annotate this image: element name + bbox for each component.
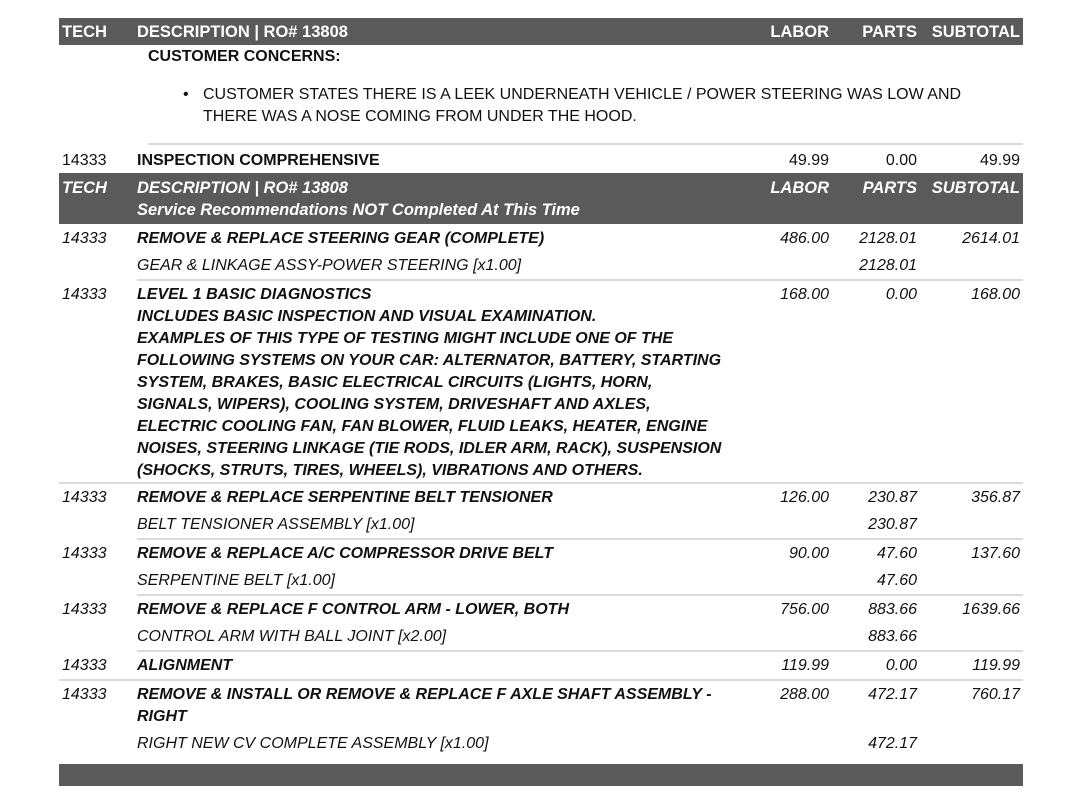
rec-subtotal: 760.17 [971, 686, 1020, 703]
rec-part-name: GEAR & LINKAGE ASSY-POWER STEERING [x1.00] [137, 257, 522, 274]
rec-description: REMOVE & REPLACE STEERING GEAR (COMPLETE) [137, 230, 545, 247]
rec-parts: 230.87 [868, 489, 917, 506]
rec-labor: 486.00 [780, 230, 829, 247]
bullet-icon: • [183, 86, 189, 103]
rec-subtotal: 119.99 [972, 657, 1020, 674]
completed-tech: 14333 [62, 152, 107, 169]
header2-description: DESCRIPTION | RO# 13808 [137, 179, 348, 197]
header2-subtitle: Service Recommendations NOT Completed At This Time [137, 201, 580, 219]
divider [137, 279, 1023, 281]
rec-tech: 14333 [62, 657, 107, 674]
rec-description: REMOVE & REPLACE SERPENTINE BELT TENSIONER [137, 489, 553, 506]
completed-subtotal: 49.99 [979, 152, 1020, 169]
rec-parts: 47.60 [876, 545, 917, 562]
rec-tech: 14333 [62, 601, 107, 618]
rec-parts: 2128.01 [859, 230, 917, 247]
rec-part-name: RIGHT NEW CV COMPLETE ASSEMBLY [x1.00] [137, 735, 489, 752]
rec-parts: 472.17 [868, 686, 917, 703]
customer-concern-text: CUSTOMER STATES THERE IS A LEEK UNDERNEATH VEHICLE / POWER STEERING WAS LOW AND THERE WAS A NOSE COMING FROM UNDER THE HOOD. [203, 86, 962, 125]
rec-subtotal: 1639.66 [962, 601, 1020, 618]
rec-labor: 756.00 [780, 601, 829, 618]
rec-description: REMOVE & INSTALL OR REMOVE & REPLACE F AXLE SHAFT ASSEMBLY - RIGHT [137, 686, 712, 725]
completed-parts: 0.00 [885, 152, 917, 169]
header2-subtotal: SUBTOTAL [931, 179, 1020, 197]
divider [59, 679, 1023, 681]
rec-tech: 14333 [62, 686, 107, 703]
rec-subtotal: 137.60 [971, 545, 1020, 562]
header-tech: TECH [62, 23, 107, 41]
rec-parts: 0.00 [885, 286, 917, 303]
divider [137, 538, 1023, 540]
rec-part-price: 2128.01 [859, 257, 917, 274]
table-footer [59, 764, 1023, 786]
completed-description: INSPECTION COMPREHENSIVE [137, 152, 380, 169]
rec-labor: 90.00 [788, 545, 829, 562]
rec-tech: 14333 [62, 489, 107, 506]
rec-part-name: CONTROL ARM WITH BALL JOINT [x2.00] [137, 628, 447, 645]
rec-description: REMOVE & REPLACE F CONTROL ARM - LOWER, BOTH [137, 601, 569, 618]
divider [148, 143, 1023, 145]
header2-parts: PARTS [862, 179, 917, 197]
divider [137, 594, 1023, 596]
rec-description: LEVEL 1 BASIC DIAGNOSTICS INCLUDES BASIC INSPECTION AND VISUAL EXAMINATION. EXAMPLES OF THIS TYPE OF TESTING MIGHT INCLUDE ONE OF THE FOLLOWING SYSTEMS ON YOUR CAR: ALTERNATOR, BATTERY, STARTING SYSTEM, BRAKES, BASIC ELECTRICAL CIRCUITS (LIGHTS, HORN, SIGNALS, WIPERS), COOLING SYSTEM, DRIVESHAFT AND AXLES, ELECTRIC COOLING FAN, FAN BLOWER, FLUID LEAKS, HEATER, ENGINE NOISES, STEERING LINKAGE (TIE RODS, IDLER ARM, RACK), SUSPENSION (SHOCKS, STRUTS, TIRES, WHEELS), VIBRATIONS AND OTHERS. [137, 286, 722, 479]
divider [137, 650, 1023, 652]
header-labor: LABOR [770, 23, 829, 41]
rec-parts: 883.66 [868, 601, 917, 618]
rec-labor: 119.99 [781, 657, 829, 674]
divider [59, 482, 1023, 484]
rec-labor: 168.00 [780, 286, 829, 303]
rec-tech: 14333 [62, 230, 107, 247]
rec-part-name: BELT TENSIONER ASSEMBLY [x1.00] [137, 516, 415, 533]
header2-labor: LABOR [770, 179, 829, 197]
header-parts: PARTS [862, 23, 917, 41]
rec-part-name: SERPENTINE BELT [x1.00] [137, 572, 335, 589]
header-description: DESCRIPTION | RO# 13808 [137, 23, 348, 41]
rec-subtotal: 2614.01 [962, 230, 1020, 247]
header2-tech: TECH [62, 179, 107, 197]
rec-part-price: 47.60 [876, 572, 917, 589]
header-subtotal: SUBTOTAL [931, 23, 1020, 41]
rec-subtotal: 356.87 [971, 489, 1020, 506]
rec-part-price: 883.66 [868, 628, 917, 645]
rec-description: REMOVE & REPLACE A/C COMPRESSOR DRIVE BELT [137, 545, 554, 562]
rec-tech: 14333 [62, 545, 107, 562]
rec-part-price: 472.17 [868, 735, 917, 752]
rec-tech: 14333 [62, 286, 107, 303]
rec-part-price: 230.87 [868, 516, 917, 533]
rec-labor: 288.00 [780, 686, 829, 703]
rec-description: ALIGNMENT [137, 657, 233, 674]
rec-subtotal: 168.00 [971, 286, 1020, 303]
rec-labor: 126.00 [780, 489, 829, 506]
customer-concerns-title: CUSTOMER CONCERNS: [148, 48, 341, 65]
rec-parts: 0.00 [885, 657, 917, 674]
completed-labor: 49.99 [788, 152, 829, 169]
